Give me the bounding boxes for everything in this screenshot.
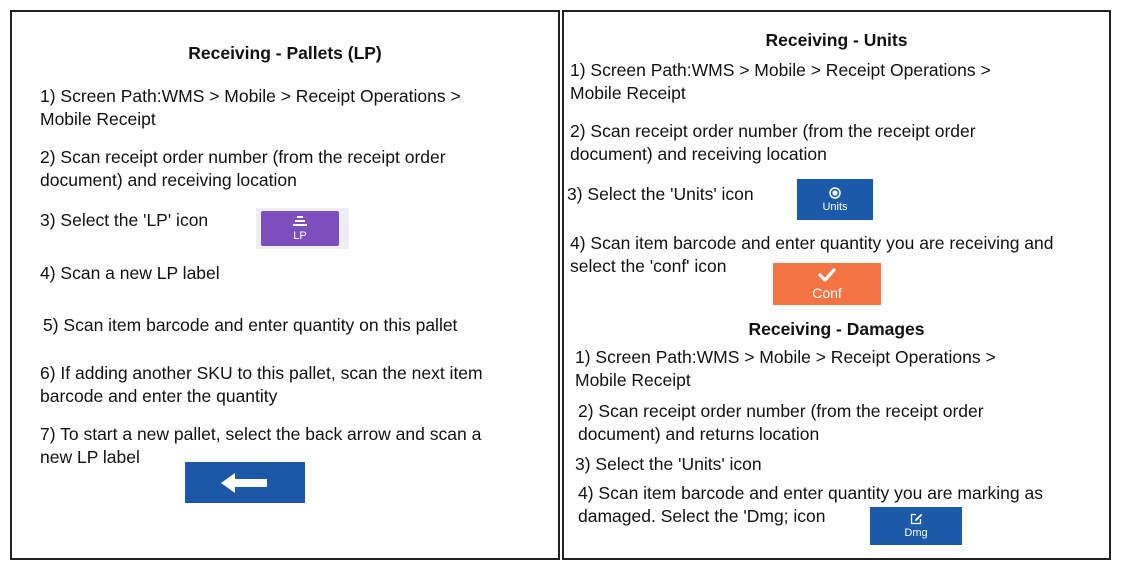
pallets-step7-line1: 7) To start a new pallet, select the back arrow and scan a xyxy=(40,424,482,444)
damages-step2-line1: 2) Scan receipt order number (from the receipt order xyxy=(578,401,984,421)
pallets-step2-line1: 2) Scan receipt order number (from the receipt order xyxy=(40,147,446,167)
units-button-label: Units xyxy=(822,200,848,213)
units-step1-line2: Mobile Receipt xyxy=(570,83,686,103)
units-step4-line2: select the 'conf' icon xyxy=(570,256,727,276)
units-step2-line2: document) and receiving location xyxy=(570,144,827,164)
lp-button-label: LP xyxy=(293,229,307,242)
pallets-step5: 5) Scan item barcode and enter quantity on this pallet xyxy=(43,315,458,335)
conf-button[interactable] xyxy=(773,263,881,305)
damages-title: Receiving - Damages xyxy=(748,319,925,339)
damages-step4-line1: 4) Scan item barcode and enter quantity you are marking as xyxy=(578,483,1043,503)
pallets-step2-line2: document) and receiving location xyxy=(40,170,297,190)
damages-step2-line2: document) and returns location xyxy=(578,424,820,444)
record-icon xyxy=(829,187,841,199)
units-title: Receiving - Units xyxy=(765,30,908,50)
pallets-step4: 4) Scan a new LP label xyxy=(40,263,220,283)
damages-step1-line1: 1) Screen Path:WMS > Mobile > Receipt Operations > xyxy=(575,347,996,367)
pallets-step7-line2: new LP label xyxy=(40,447,140,467)
dmg-button[interactable] xyxy=(870,507,962,545)
units-step1-line1: 1) Screen Path:WMS > Mobile > Receipt Operations > xyxy=(570,60,991,80)
damages-step4-line2: damaged. Select the 'Dmg; icon xyxy=(578,506,826,526)
arrow-left-icon xyxy=(221,473,269,493)
units-step3: 3) Select the 'Units' icon xyxy=(567,184,754,204)
pallets-step1-line1: 1) Screen Path:WMS > Mobile > Receipt Operations > xyxy=(40,86,461,106)
pallets-panel xyxy=(10,10,560,560)
damages-step1-line2: Mobile Receipt xyxy=(575,370,691,390)
pallets-step6-line1: 6) If adding another SKU to this pallet, scan the next item xyxy=(40,363,483,383)
pallets-step1-line2: Mobile Receipt xyxy=(40,109,156,129)
checkmark-icon xyxy=(818,268,836,282)
list-icon xyxy=(293,216,307,228)
lp-icon-frame xyxy=(256,208,349,249)
dmg-button-label: Dmg xyxy=(904,527,928,539)
edit-icon xyxy=(910,513,923,525)
damages-step3: 3) Select the 'Units' icon xyxy=(575,454,762,474)
units-damages-panel xyxy=(562,10,1111,560)
units-step2-line1: 2) Scan receipt order number (from the receipt order xyxy=(570,121,976,141)
units-button[interactable] xyxy=(797,179,873,220)
conf-button-label: Conf xyxy=(812,284,842,301)
pallets-title: Receiving - Pallets (LP) xyxy=(188,43,382,63)
back-arrow-button[interactable] xyxy=(185,462,305,503)
units-step4-line1: 4) Scan item barcode and enter quantity you are receiving and xyxy=(570,233,1054,253)
pallets-step6-line2: barcode and enter the quantity xyxy=(40,386,278,406)
lp-button[interactable] xyxy=(261,211,339,246)
pallets-step3: 3) Select the 'LP' icon xyxy=(40,210,209,230)
